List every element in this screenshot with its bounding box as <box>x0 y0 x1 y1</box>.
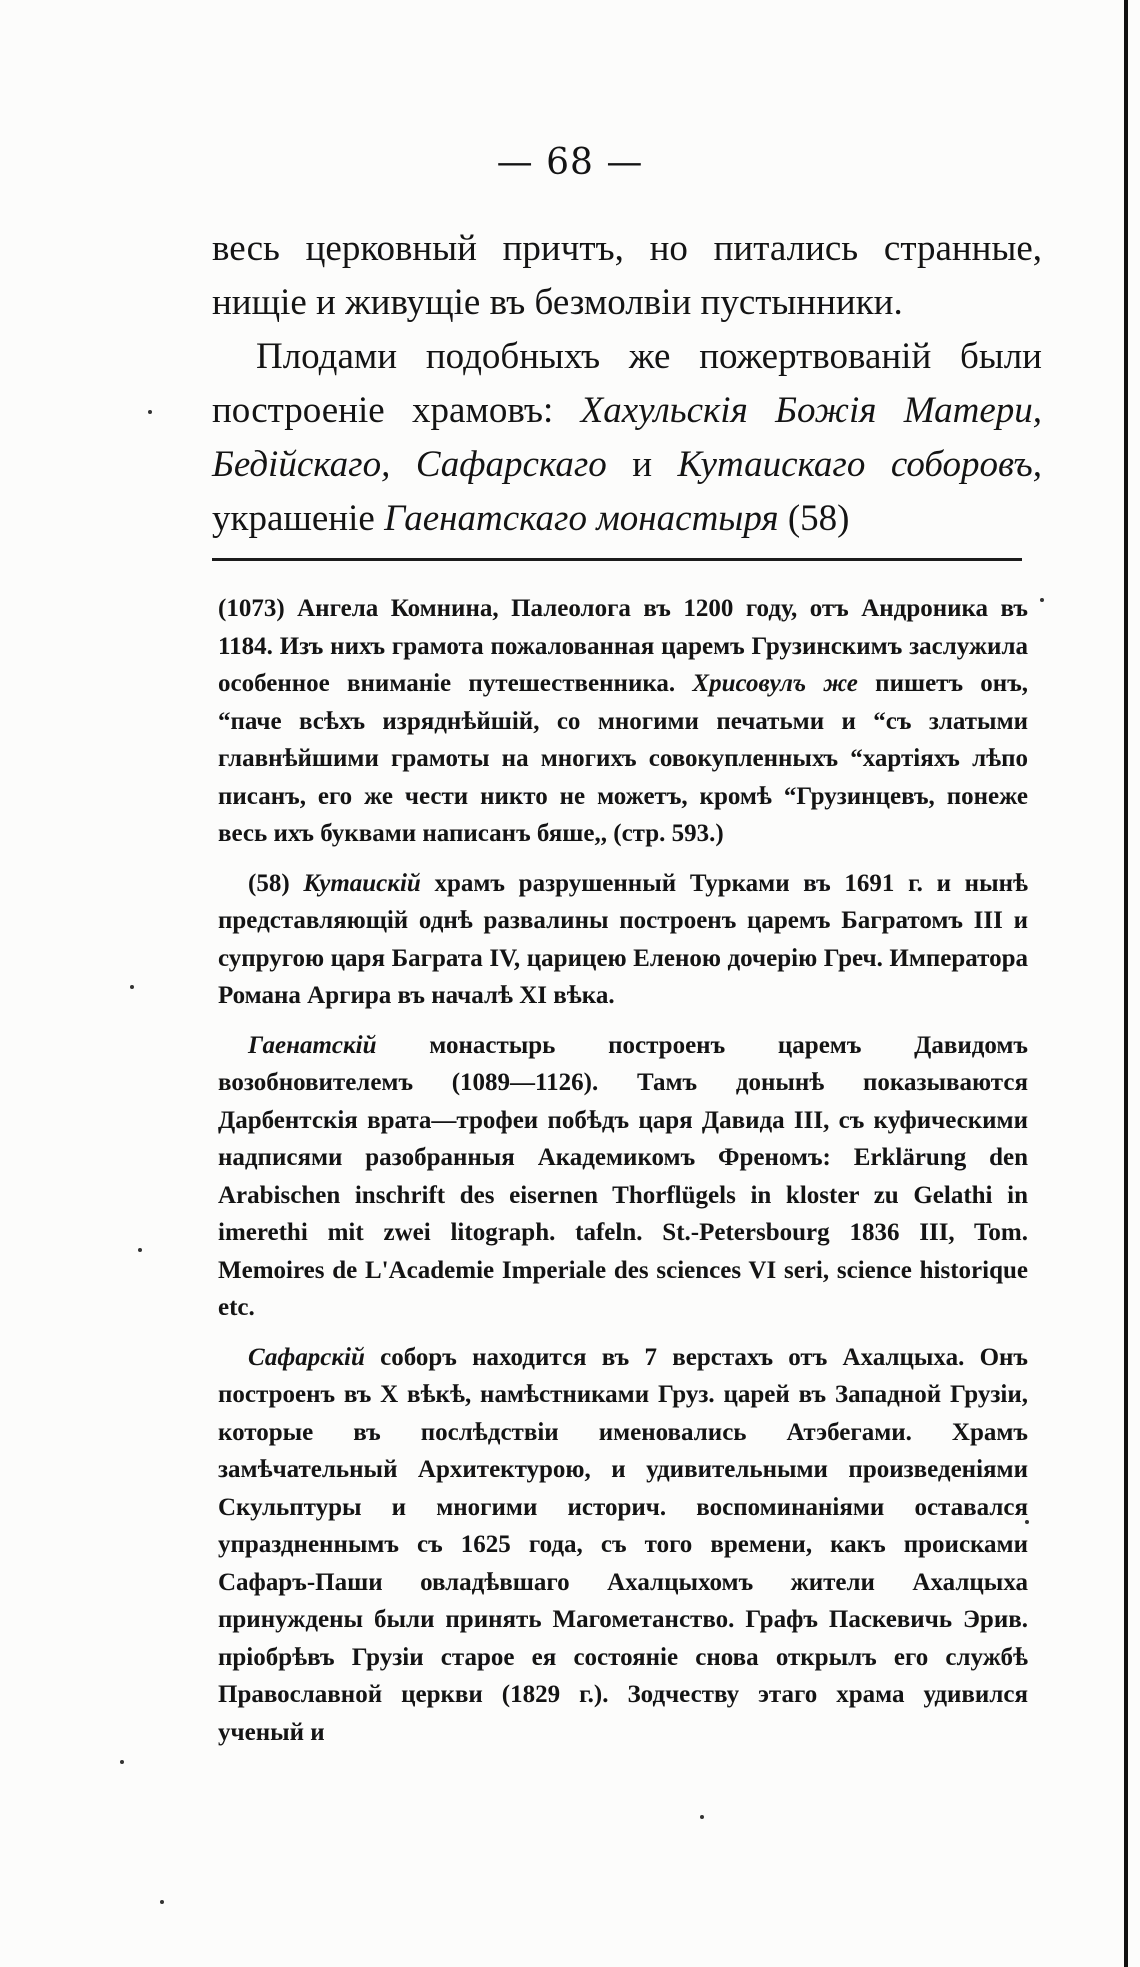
p2-italic-khakhul: Хахульскія Божія Матери, <box>580 390 1042 431</box>
scan-speck <box>138 1248 142 1252</box>
p2-start: Плодами подобныхъ же пожертвованій были построеніе храмовъ: <box>212 336 1042 431</box>
footnotes <box>218 590 1028 1763</box>
p2-mid: украшеніе <box>212 498 375 539</box>
footnote-safar-text: соборъ находится въ 7 верстахъ отъ Ахалцыха. Онъ построенъ въ X вѣкѣ, намѣстниками Груз. царей въ Западной Грузіи, которые въ послѣдствіи именовались Атэбегами. Храмъ замѣчательный Архитектурою, и удивительными произведеніями Скульптуры и многими историч. воспоминаніями оставался упраздненнымъ съ 1625 года, съ того времени, какъ происками Сафаръ-Паши овладѣвшаго Ахалцыхомъ жители Ахалцыха принуждены были принять Магометанство. Графъ Паскевичь Эрив. пріобрѣвъ Грузіи старое ея состояніе снова открылъ его службѣ Православной церкви (1829 г.). Зодчеству этаго храма удивился ученый и <box>218 1343 1028 1746</box>
p2-italic-bediy: Бедійскаго, <box>212 444 391 485</box>
p2-and: и <box>632 444 653 485</box>
footnote-gaenat <box>218 1027 1028 1327</box>
scan-speck <box>148 410 152 414</box>
footnote-safar <box>218 1339 1028 1752</box>
footnote-safar-italic: Сафарскій <box>248 1343 365 1371</box>
footnote-ref-58: (58) <box>787 498 850 539</box>
footnote-1073-italic: Хрисовулъ же <box>692 670 858 697</box>
footnote-1073-text-b: пишетъ онъ, “паче всѣхъ изряднѣйшій, со многими печатьми и “съ златыми главнѣйшими грамоты на многихъ совокупленныхъ “хартіяхъ лѣпо писанъ, его же чести никто не можетъ, кромѣ “Грузинцевъ, понеже весь ихъ буквами написанъ бяше,, (стр. 593.) <box>218 670 1029 847</box>
footnote-gaenat-italic: Гаенатскій <box>248 1031 377 1059</box>
page-edge-line <box>1124 0 1128 1967</box>
p2-italic-gaenat: Гаенатскаго монастыря <box>384 498 779 539</box>
scan-speck <box>1040 598 1044 602</box>
scan-speck <box>130 985 134 989</box>
main-text <box>212 222 1042 546</box>
main-paragraph-1: весь церковный причтъ, но питались странные, нищіе и живущіе въ безмолвіи пустынники. <box>212 228 1042 323</box>
footnote-1073 <box>218 590 1028 853</box>
p2-italic-kutais: Кутаискаго соборовъ, <box>677 444 1043 485</box>
main-paragraph-2 <box>212 330 1042 546</box>
footnote-58-italic: Кутаискій <box>303 869 421 897</box>
footnote-58-marker: (58) <box>248 869 290 897</box>
scan-speck <box>160 1900 164 1904</box>
p2-italic-safar: Сафарскаго <box>415 444 607 485</box>
footnote-gaenat-text: монастырь построенъ царемъ Давидомъ возобновителемъ (1089—1126). Тамъ донынѣ показываются Дарбентскія врата—трофеи побѣдъ царя Давида III, съ куфическими надписями разобранныя Академикомъ Френомъ: Erklärung den Arabischen inschrift des eisernen Thorflügels in kloster zu Gelathi in imerethi mit zwei litograph. tafeln. St.-Petersbourg 1836 III, Tom. Memoires de L'Academie Imperiale des sciences VI seri, science historique etc. <box>218 1031 1029 1321</box>
footnote-divider <box>212 558 1022 561</box>
page-number: — 68 — <box>496 142 644 183</box>
footnote-1073-text-a: (1073) Ангела Комнина, Палеолога въ 1200 году, отъ Андроника въ 1184. Изъ нихъ грамота пожалованная царемъ Грузинскимъ заслужила особенное вниманіе путешественника. <box>218 595 1028 697</box>
scan-speck <box>1025 1520 1029 1524</box>
footnote-58-text: храмъ разрушенный Турками въ 1691 г. и нынѣ представляющій однѣ развалины построенъ царемъ Багратомъ III и супругою царя Баграта IV, царицею Еленою дочерію Греч. Императора Романа Аргира въ началѣ XI вѣка. <box>218 869 1029 1009</box>
scan-speck <box>700 1815 704 1819</box>
scan-speck <box>120 1760 124 1764</box>
footnote-58 <box>218 865 1028 1015</box>
